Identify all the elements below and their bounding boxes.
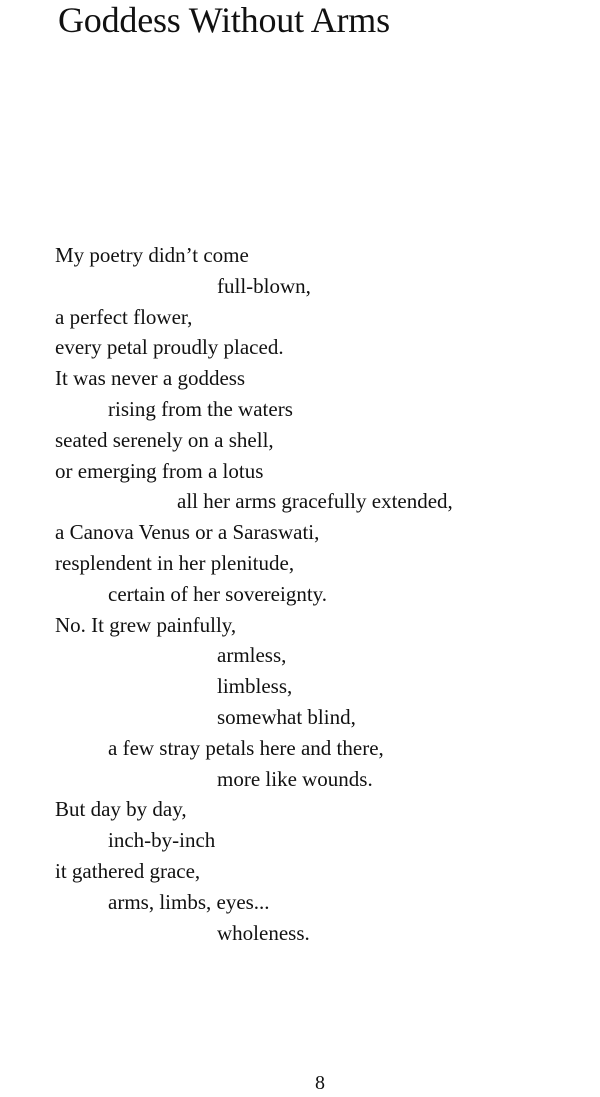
- poem-title: Goddess Without Arms: [58, 0, 390, 40]
- poem-line: full-blown,: [217, 273, 311, 298]
- poem-line: limbless,: [217, 674, 293, 699]
- poem-line: it gathered grace,: [55, 858, 201, 883]
- poem-line: It was never a goddess: [55, 366, 246, 391]
- poem-line: seated serenely on a shell,: [55, 427, 274, 452]
- poem-line: every petal proudly placed.: [55, 335, 284, 360]
- poem-line: a few stray petals here and there,: [108, 735, 384, 760]
- poem-line: arms, limbs, eyes...: [108, 889, 270, 914]
- page-number: 8: [315, 1072, 325, 1094]
- poem-line: somewhat blind,: [217, 704, 356, 729]
- poem-line: more like wounds.: [217, 766, 373, 791]
- poem-line: rising from the waters: [108, 396, 293, 421]
- poem-line: But day by day,: [55, 797, 187, 822]
- poem-line: resplendent in her plenitude,: [55, 550, 295, 575]
- poem-line: wholeness.: [217, 920, 310, 945]
- poem-line: or emerging from a lotus: [55, 458, 264, 483]
- poem-line: a Canova Venus or a Saraswati,: [55, 520, 320, 545]
- poem-line: a perfect flower,: [55, 304, 193, 329]
- poem-line: certain of her sovereignty.: [108, 581, 328, 606]
- poem-line: inch-by-inch: [108, 828, 216, 853]
- poem-line: My poetry didn’t come: [55, 243, 249, 267]
- poem-line: armless,: [217, 643, 287, 668]
- poem-line: all her arms gracefully extended,: [177, 489, 453, 514]
- poem-body: [55, 240, 453, 948]
- poem-line: No. It grew painfully,: [55, 612, 237, 637]
